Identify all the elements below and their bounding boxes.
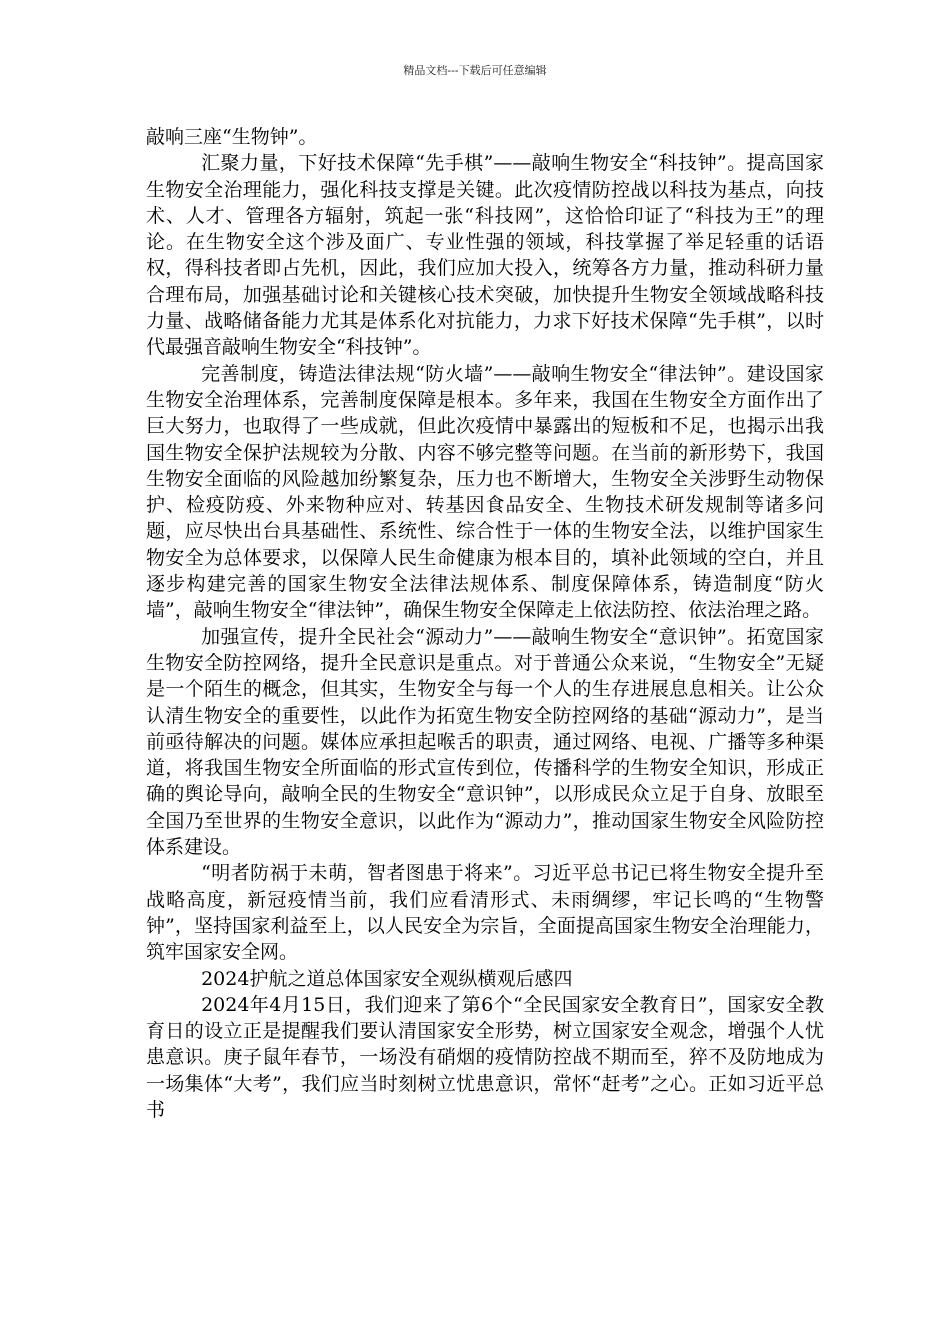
page-header: 精品文档---下载后可任意编辑	[403, 64, 547, 77]
document-body	[146, 124, 824, 1123]
paragraph-awareness-clock: 加强宣传，提升全民社会“源动力”——敲响生物安全“意识钟”。拓宽国家生物安全防控网络，提升全民意识是重点。对于普通公众来说，“生物安全”无疑是一个陌生的概念，但其实，生物安全与每一个人的生存进展息息相关。让公众认清生物安全的重要性，以此作为拓宽生物安全防控网络的基础“源动力”，是当前亟待解决的问题。媒体应承担起喉舌的职责，通过网络、电视、广播等多种渠道，将我国生物安全所面临的形式宣传到位，传播科学的生物安全知识，形成正确的舆论导向，敲响全民的生物安全“意识钟”，以形成民众立足于自身、放眼至全国乃至世界的生物安全意识，以此作为“源动力”，推动国家生物安全风险防控体系建设。	[146, 625, 824, 859]
paragraph-continuation: 敲响三座“生物钟”。	[146, 126, 318, 148]
paragraph-conclusion: “明者防祸于未萌，智者图患于将来”。习近平总书记已将生物安全提升至战略高度，新冠疫情当前，我们应看清形式、未雨绸缪，牢记长鸣的“生物警钟”，坚持国家利益至上，以人民安全为宗旨，全面提高国家生物安全治理能力，筑牢国家安全网。	[146, 862, 824, 964]
section-title: 2024护航之道总体国家安全观纵横观后感四	[201, 967, 573, 990]
paragraph-section-four-intro: 2024年4月15日，我们迎来了第6个“全民国家安全教育日”，国家安全教育日的设立正是提醒我们要认清国家安全形势，树立国家安全观念，增强个人忧患意识。庚子鼠年春节，一场没有硝烟的疫情防控战不期而至，猝不及防地成为一场集体“大考”，我们应当时刻树立忧患意识，常怀“赶考”之心。正如习近平总书	[146, 993, 824, 1121]
paragraph-law-clock: 完善制度，铸造法律法规“防火墙”——敲响生物安全“律法钟”。建设国家生物安全治理体系，完善制度保障是根本。多年来，我国在生物安全方面作出了巨大努力，也取得了一些成就，但此次疫情中暴露出的短板和不足，也揭示出我国生物安全保护法规较为分散、内容不够完整等问题。在当前的新形势下，我国生物安全面临的风险越加纷繁复杂，压力也不断增大，生物安全关涉野生动物保护、检疫防疫、外来物种应对、转基因食品安全、生物技术研发规制等诸多问题，应尽快出台具基础性、系统性、综合性于一体的生物安全法，以维护国家生物安全为总体要求，以保障人民生命健康为根本目的，填补此领域的空白，并且逐步构建完善的国家生物安全法律法规体系、制度保障体系，铸造制度“防火墙”，敲响生物安全“律法钟”，确保生物安全保障走上依法防控、依法治理之路。	[146, 362, 824, 622]
paragraph-technology-clock: 汇聚力量，下好技术保障“先手棋”——敲响生物安全“科技钟”。提高国家生物安全治理能力，强化科技支撑是关键。此次疫情防控战以科技为基点，向技术、人才、管理各方辐射，筑起一张“科技网”，这恰恰印证了“科技为王”的理论。在生物安全这个涉及面广、专业性强的领域，科技掌握了举足轻重的话语权，得科技者即占先机，因此，我们应加大投入，统筹各方力量，推动科研力量合理布局，加强基础讨论和关键核心技术突破，加快提升生物安全领域战略科技力量、战略储备能力尤其是体系化对抗能力，力求下好技术保障“先手棋”，以时代最强音敲响生物安全“科技钟”。	[146, 152, 824, 359]
